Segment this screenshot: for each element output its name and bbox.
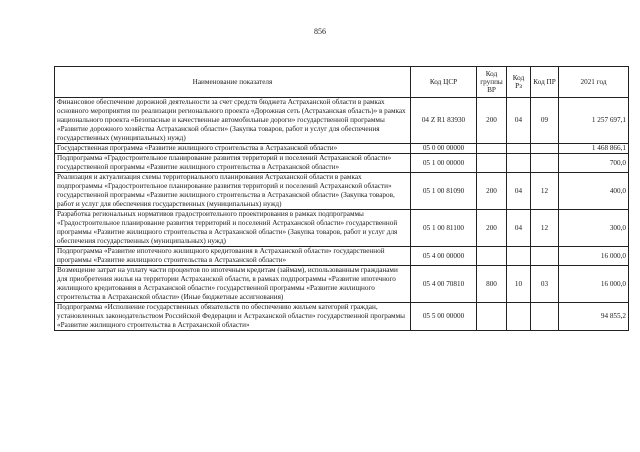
- row-vr-code: [477, 247, 507, 266]
- column-header-vr: Код группы ВР: [477, 67, 507, 98]
- row-name: Подпрограмма «Исполнение государственных обязательств по обеспечению жильем категорий граждан, установленных законодательством Российской Федерации и Астраханской области» государственной программы «Развитие жилищного строительства в Астраханской области»: [55, 303, 411, 331]
- row-amount: 1 468 866,1: [559, 144, 629, 154]
- row-amount: 16 000,0: [559, 247, 629, 266]
- row-pr-code: 12: [531, 173, 559, 210]
- table-row: [55, 144, 629, 154]
- row-pr-code: [531, 247, 559, 266]
- row-name: Подпрограмма «Развитие ипотечного жилищного кредитования в Астраханской области» государственной программы «Развитие жилищного строительства в Астраханской области»: [55, 247, 411, 266]
- row-pr-code: [531, 154, 559, 173]
- row-amount: 400,0: [559, 173, 629, 210]
- row-name: Возмещение затрат на уплату части процентов по ипотечным кредитам (займам), использованным гражданами для приобретения жилья на территории Астраханской области, в рамках подпрограммы «Развитие ипотечного жилищного кредитования в Астраханской области» государственной программы «Развитие жилищного строительства в Астраханской области» (Иные бюджетные ассигнования): [55, 266, 411, 303]
- row-rz-code: 04: [507, 98, 531, 144]
- row-pr-code: 09: [531, 98, 559, 144]
- row-vr-code: 200: [477, 173, 507, 210]
- row-rz-code: 04: [507, 173, 531, 210]
- row-amount: 16 000,0: [559, 266, 629, 303]
- row-amount: 300,0: [559, 210, 629, 247]
- row-pr-code: [531, 144, 559, 154]
- row-vr-code: [477, 303, 507, 331]
- row-pr-code: 12: [531, 210, 559, 247]
- table-row: [55, 154, 629, 173]
- column-header-name: Наименование показателя: [55, 67, 411, 98]
- row-rz-code: 04: [507, 210, 531, 247]
- row-csr-code: 05 4 00 70810: [411, 266, 477, 303]
- row-vr-code: 800: [477, 266, 507, 303]
- row-csr-code: 05 0 00 00000: [411, 144, 477, 154]
- row-name: Разработка региональных нормативов градостроительного проектирования в рамках подпрограммы «Градостроительное планирование развития территорий и поселений Астраханской области» государственной программы «Развитие жилищного строительства в Астраханской области» (Закупка товаров, работ и услуг для обеспечения государственных (муниципальных) нужд): [55, 210, 411, 247]
- table-row: [55, 266, 629, 303]
- row-csr-code: 04 Z R1 83930: [411, 98, 477, 144]
- row-rz-code: [507, 303, 531, 331]
- row-amount: 700,0: [559, 154, 629, 173]
- table-row: [55, 247, 629, 266]
- row-rz-code: [507, 247, 531, 266]
- table-row: [55, 173, 629, 210]
- column-header-pr: Код ПР: [531, 67, 559, 98]
- column-header-rz: Код Рз: [507, 67, 531, 98]
- row-rz-code: [507, 154, 531, 173]
- row-amount: 94 855,2: [559, 303, 629, 331]
- row-pr-code: 03: [531, 266, 559, 303]
- table-header-row: [55, 67, 629, 98]
- row-name: Государственная программа «Развитие жилищного строительства в Астраханской области»: [55, 144, 411, 154]
- row-vr-code: [477, 154, 507, 173]
- table-row: [55, 210, 629, 247]
- row-name: Подпрограмма «Градостроительное планирование развития территорий и поселений Астраханской области» государственной программы «Развитие жилищного строительства в Астраханской области»: [55, 154, 411, 173]
- row-csr-code: 05 1 00 81100: [411, 210, 477, 247]
- row-csr-code: 05 5 00 00000: [411, 303, 477, 331]
- column-header-year: 2021 год: [559, 67, 629, 98]
- row-vr-code: 200: [477, 98, 507, 144]
- row-vr-code: [477, 144, 507, 154]
- table-row: [55, 98, 629, 144]
- row-amount: 1 257 697,1: [559, 98, 629, 144]
- row-rz-code: 10: [507, 266, 531, 303]
- row-csr-code: 05 1 00 00000: [411, 154, 477, 173]
- row-name: Реализация и актуализация схемы территориального планирования Астраханской области в рамках подпрограммы «Градостроительное планирование развития территорий и поселений Астраханской области» государственной программы «Развитие жилищного строительства в Астраханской области» (Закупка товаров, работ и услуг для обеспечения государственных (муниципальных) нужд): [55, 173, 411, 210]
- column-header-csr: Код ЦСР: [411, 67, 477, 98]
- row-vr-code: 200: [477, 210, 507, 247]
- page-number: 856: [314, 27, 326, 36]
- budget-table: [54, 66, 629, 331]
- row-csr-code: 05 1 00 81090: [411, 173, 477, 210]
- table-row: [55, 303, 629, 331]
- row-csr-code: 05 4 00 00000: [411, 247, 477, 266]
- row-name: Финансовое обеспечение дорожной деятельности за счет средств бюджета Астраханской области в рамках основного мероприятия по реализации регионального проекта «Дорожная сеть (Астраханская область)» в рамках национального проекта «Безопасные и качественные автомобильные дороги» государственной программы «Развитие дорожного хозяйства Астраханской области» (Закупка товаров, работ и услуг для обеспечения государственных (муниципальных) нужд): [55, 98, 411, 144]
- row-rz-code: [507, 144, 531, 154]
- row-pr-code: [531, 303, 559, 331]
